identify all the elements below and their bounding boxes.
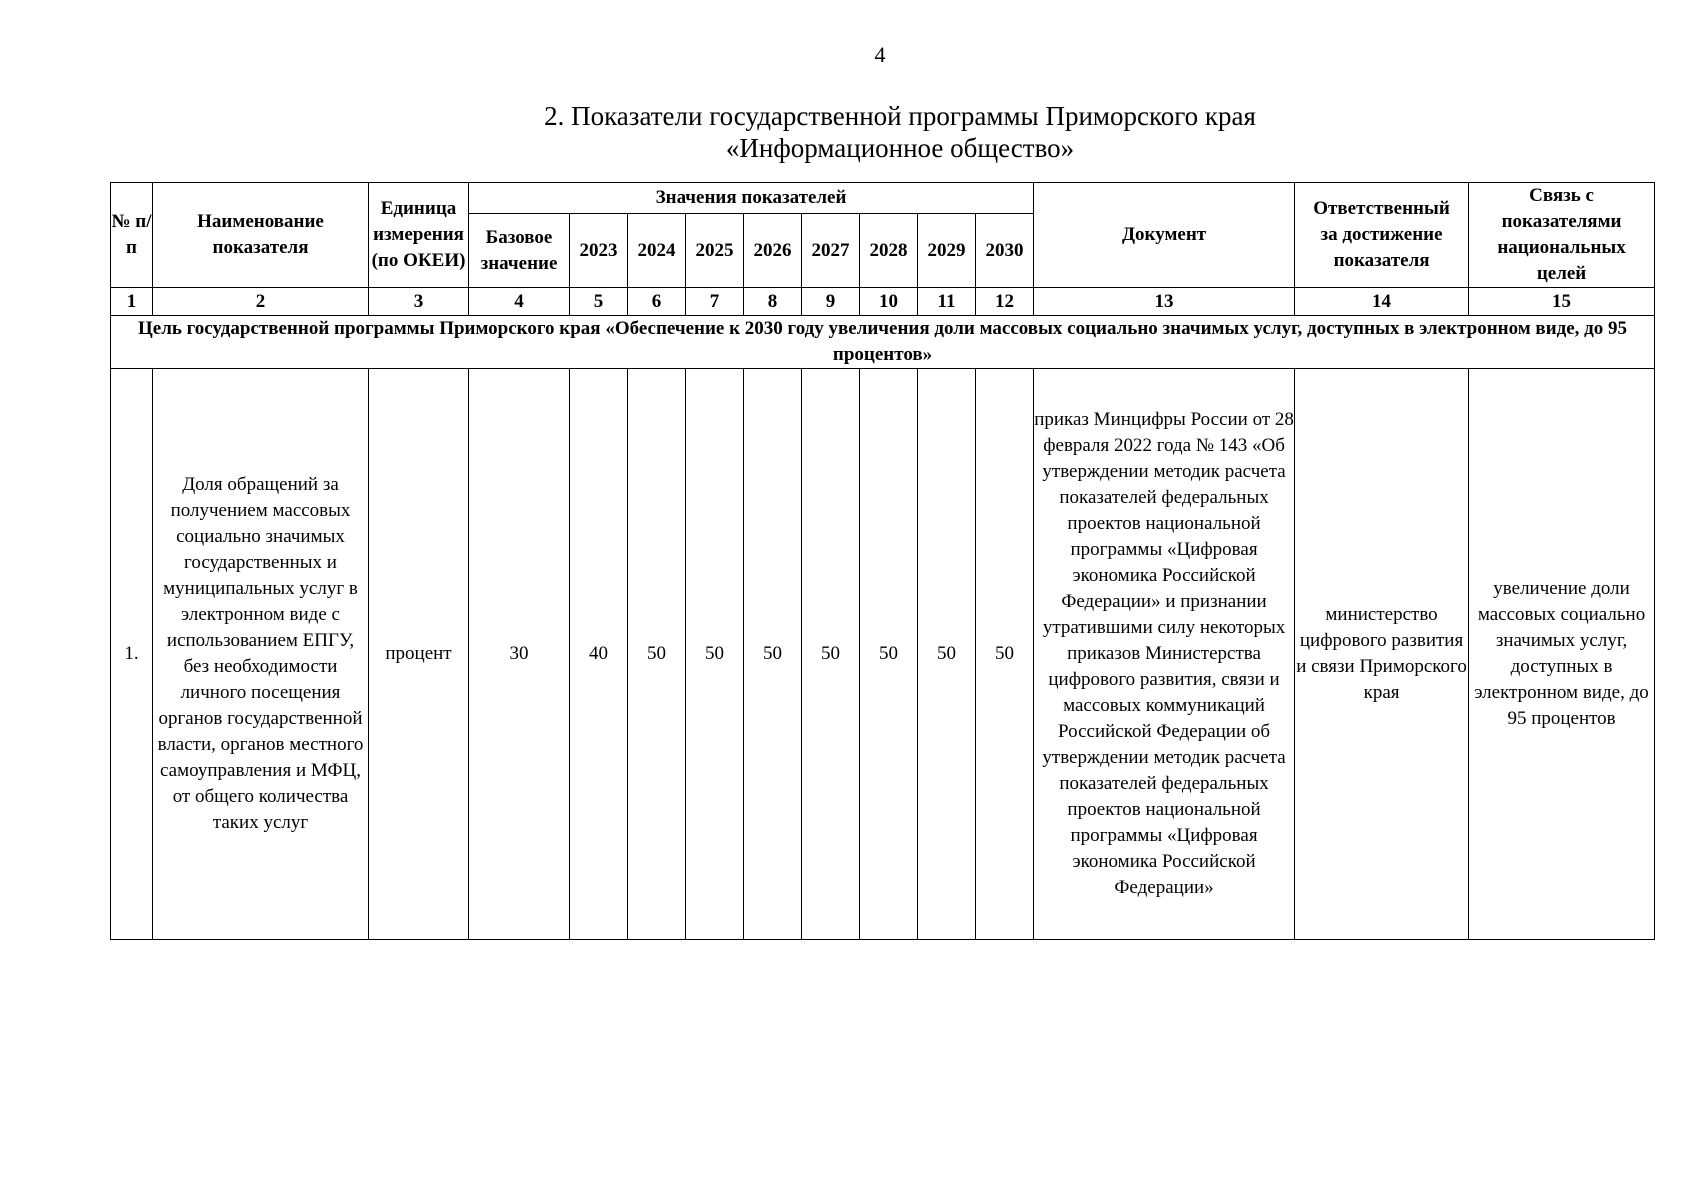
column-number: 9 [802, 288, 860, 316]
header-unit: Единица измерения (по ОКЕИ) [369, 183, 469, 288]
header-document: Документ [1034, 183, 1295, 288]
column-number: 5 [570, 288, 628, 316]
indicator-unit: процент [369, 369, 469, 940]
indicator-document: приказ Минцифры России от 28 февраля 2022 года № 143 «Об утверждении методик расчета показателей федеральных проектов национальной программы «Цифровая экономика Российской Федерации» и признании утратившими силу некоторых приказов Министерства цифрового развития, связи и массовых коммуникаций Российской Федерации об утверждении методик расчета показателей федеральных проектов национальной программы «Цифровая экономика Российской Федерации» [1034, 369, 1295, 940]
indicator-base-value: 30 [469, 369, 570, 940]
indicator-value: 50 [628, 369, 686, 940]
column-number: 14 [1295, 288, 1469, 316]
column-number: 6 [628, 288, 686, 316]
indicator-responsible: министерство цифрового развития и связи Приморского края [1295, 369, 1469, 940]
header-num: № п/п [111, 183, 153, 288]
header-link: Связь с показателями национальных целей [1469, 183, 1655, 288]
header-year: 2029 [918, 214, 976, 288]
indicator-value: 50 [686, 369, 744, 940]
indicator-value: 50 [802, 369, 860, 940]
header-name: Наименование показателя [153, 183, 369, 288]
column-number: 4 [469, 288, 570, 316]
column-number: 3 [369, 288, 469, 316]
goal-row [111, 316, 1655, 369]
header-year: 2027 [802, 214, 860, 288]
indicator-value: 50 [744, 369, 802, 940]
document-title [0, 100, 1696, 164]
indicators-table [110, 182, 1655, 940]
header-year: 2024 [628, 214, 686, 288]
indicator-value: 50 [976, 369, 1034, 940]
indicator-value: 40 [570, 369, 628, 940]
indicator-value: 50 [918, 369, 976, 940]
column-number: 13 [1034, 288, 1295, 316]
title-line-1: 2. Показатели государственной программы Приморского края [544, 101, 1256, 131]
row-num: 1. [111, 369, 153, 940]
indicator-value: 50 [860, 369, 918, 940]
header-base: Базовое значение [469, 214, 570, 288]
indicator-name: Доля обращений за получением массовых социально значимых государственных и муниципальных услуг в электронном виде с использованием ЕПГУ, без необходимости личного посещения органов государственной власти, органов местного самоуправления и МФЦ, от общего количества таких услуг [153, 369, 369, 940]
header-values-group: Значения показателей [469, 183, 1034, 214]
column-number: 2 [153, 288, 369, 316]
header-year: 2025 [686, 214, 744, 288]
indicator-national-goal-link: увеличение доли массовых социально значимых услуг, доступных в электронном виде, до 95 процентов [1469, 369, 1655, 940]
column-number: 7 [686, 288, 744, 316]
header-responsible: Ответственный за достижение показателя [1295, 183, 1469, 288]
column-number: 11 [918, 288, 976, 316]
column-numbers-row [111, 288, 1655, 316]
program-goal: Цель государственной программы Приморского края «Обеспечение к 2030 году увеличения доли массовых социально значимых услуг, доступных в электронном виде, до 95 процентов» [111, 316, 1655, 369]
column-number: 15 [1469, 288, 1655, 316]
header-year: 2023 [570, 214, 628, 288]
page-number: 4 [874, 42, 886, 67]
header-year: 2026 [744, 214, 802, 288]
header-year: 2030 [976, 214, 1034, 288]
title-line-2: «Информационное общество» [725, 133, 1075, 163]
column-number: 1 [111, 288, 153, 316]
column-number: 8 [744, 288, 802, 316]
header-year: 2028 [860, 214, 918, 288]
column-number: 10 [860, 288, 918, 316]
column-number: 12 [976, 288, 1034, 316]
table-row [111, 369, 1655, 940]
